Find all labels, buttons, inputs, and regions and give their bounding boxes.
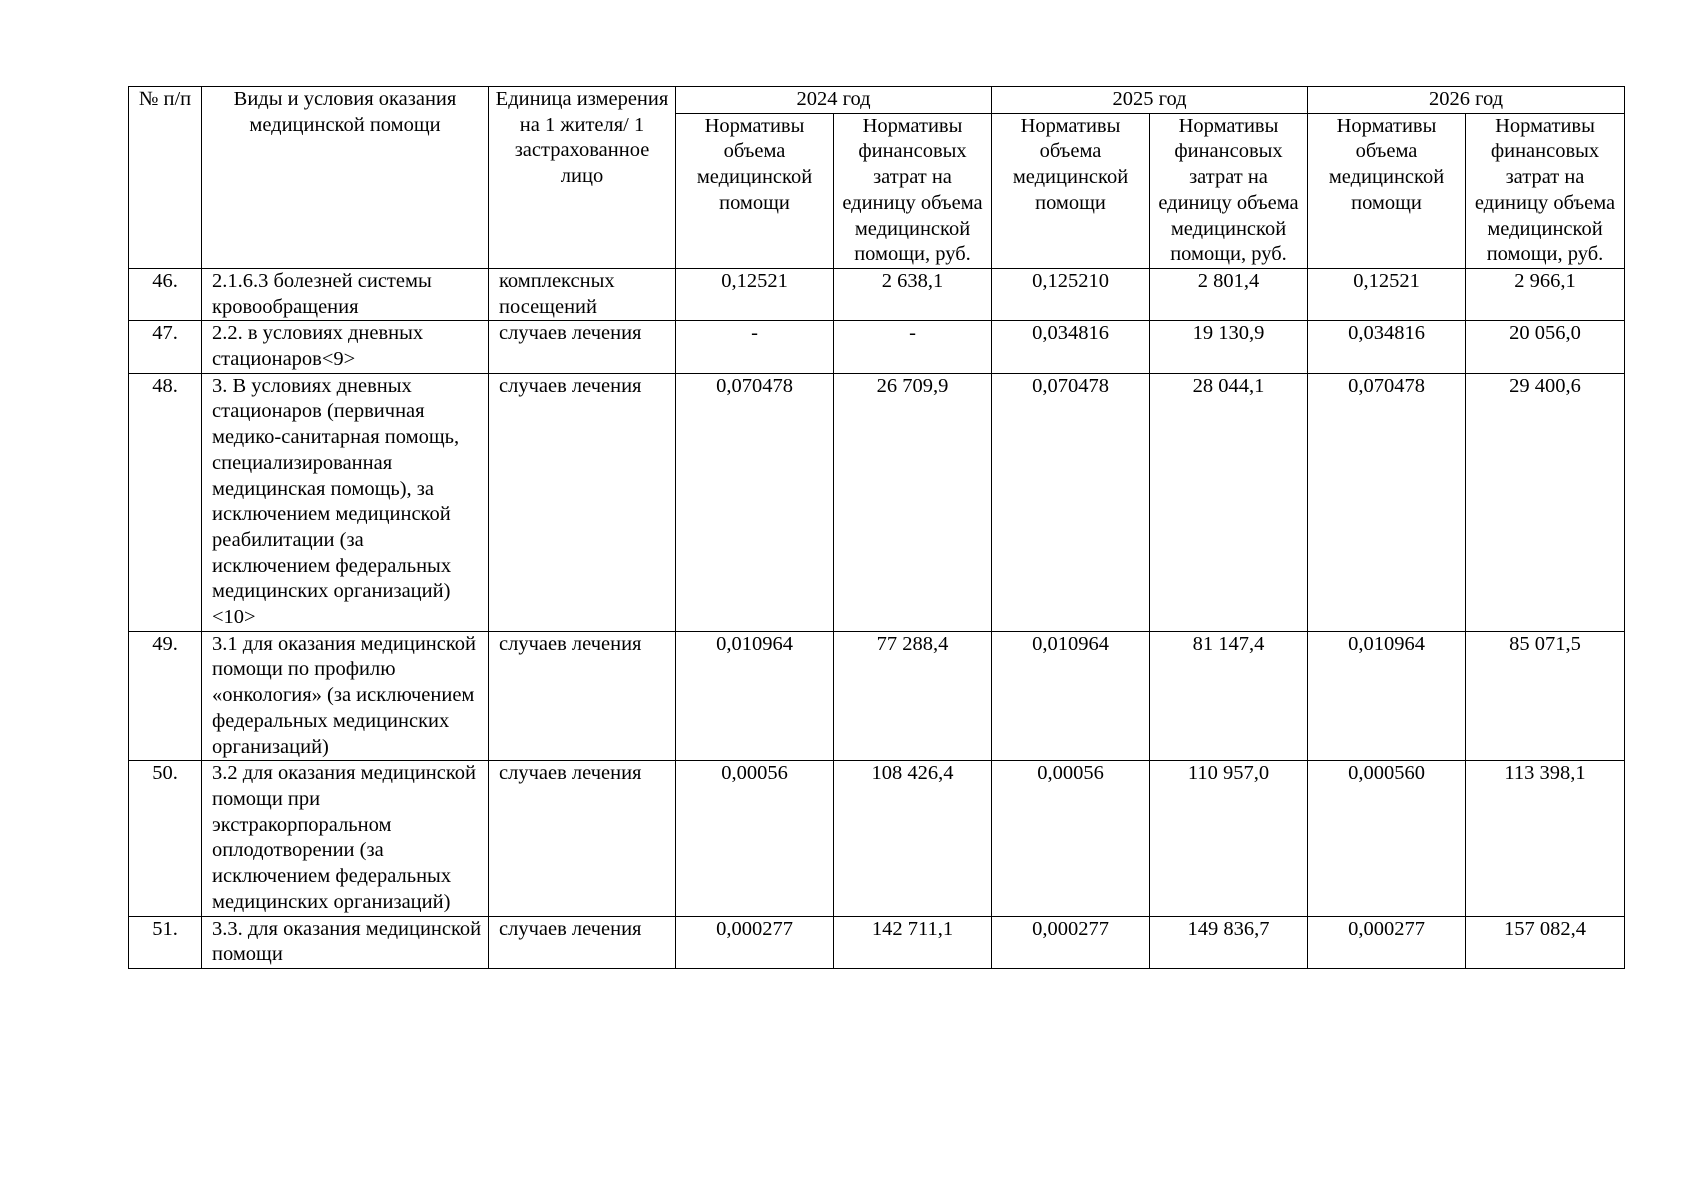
row-unit: случаев лечения <box>489 761 676 916</box>
header-num: № п/п <box>129 87 202 269</box>
row-cost-2025: 28 044,1 <box>1150 373 1308 631</box>
table-row <box>129 631 1625 761</box>
row-cost-2024: 77 288,4 <box>834 631 992 761</box>
row-volume-2025: 0,070478 <box>992 373 1150 631</box>
row-cost-2026: 113 398,1 <box>1466 761 1625 916</box>
header-cost-norm-2026: Нормативы финансовых затрат на единицу объема медицинской помощи, руб. <box>1466 113 1625 268</box>
row-kind: 3. В условиях дневных стационаров (первичная медико-санитарная помощь, специализированная медицинская помощь), за исключением медицинской реабилитации (за исключением федеральных медицинских организаций) <10> <box>202 373 489 631</box>
table-row <box>129 321 1625 373</box>
row-kind: 2.2. в условиях дневных стационаров<9> <box>202 321 489 373</box>
row-num: 48. <box>129 373 202 631</box>
row-kind: 3.2 для оказания медицинской помощи при экстракорпоральном оплодотворении (за исключением федеральных медицинских организаций) <box>202 761 489 916</box>
row-num: 47. <box>129 321 202 373</box>
norms-table <box>128 86 1625 969</box>
row-cost-2025: 81 147,4 <box>1150 631 1308 761</box>
header-cost-norm-2025: Нормативы финансовых затрат на единицу объема медицинской помощи, руб. <box>1150 113 1308 268</box>
row-volume-2026: 0,12521 <box>1308 268 1466 320</box>
row-cost-2025: 19 130,9 <box>1150 321 1308 373</box>
row-volume-2024: 0,070478 <box>676 373 834 631</box>
header-year-2026: 2026 год <box>1308 87 1625 114</box>
row-unit: случаев лечения <box>489 321 676 373</box>
header-volume-norm-2024: Нормативы объема медицинской помощи <box>676 113 834 268</box>
row-cost-2024: - <box>834 321 992 373</box>
row-volume-2026: 0,000277 <box>1308 916 1466 968</box>
row-unit: случаев лечения <box>489 631 676 761</box>
header-volume-norm-2026: Нормативы объема медицинской помощи <box>1308 113 1466 268</box>
table-row <box>129 761 1625 916</box>
row-volume-2024: 0,00056 <box>676 761 834 916</box>
row-num: 51. <box>129 916 202 968</box>
row-volume-2025: 0,000277 <box>992 916 1150 968</box>
header-cost-norm-2024: Нормативы финансовых затрат на единицу объема медицинской помощи, руб. <box>834 113 992 268</box>
row-cost-2025: 149 836,7 <box>1150 916 1308 968</box>
row-volume-2024: 0,010964 <box>676 631 834 761</box>
table-row <box>129 916 1625 968</box>
header-row-years <box>129 87 1625 114</box>
row-volume-2025: 0,010964 <box>992 631 1150 761</box>
row-volume-2024: 0,12521 <box>676 268 834 320</box>
row-volume-2024: 0,000277 <box>676 916 834 968</box>
row-unit: комплексных посещений <box>489 268 676 320</box>
row-volume-2024: - <box>676 321 834 373</box>
table-row <box>129 268 1625 320</box>
row-cost-2024: 26 709,9 <box>834 373 992 631</box>
row-cost-2025: 2 801,4 <box>1150 268 1308 320</box>
row-unit: случаев лечения <box>489 916 676 968</box>
row-cost-2024: 108 426,4 <box>834 761 992 916</box>
row-volume-2025: 0,034816 <box>992 321 1150 373</box>
header-volume-norm-2025: Нормативы объема медицинской помощи <box>992 113 1150 268</box>
row-cost-2024: 2 638,1 <box>834 268 992 320</box>
row-cost-2026: 29 400,6 <box>1466 373 1625 631</box>
row-kind: 3.3. для оказания медицинской помощи <box>202 916 489 968</box>
row-volume-2025: 0,00056 <box>992 761 1150 916</box>
row-cost-2026: 20 056,0 <box>1466 321 1625 373</box>
row-volume-2026: 0,010964 <box>1308 631 1466 761</box>
header-year-2024: 2024 год <box>676 87 992 114</box>
row-unit: случаев лечения <box>489 373 676 631</box>
row-cost-2026: 157 082,4 <box>1466 916 1625 968</box>
row-cost-2025: 110 957,0 <box>1150 761 1308 916</box>
row-volume-2026: 0,034816 <box>1308 321 1466 373</box>
header-kind: Виды и условия оказания медицинской помощи <box>202 87 489 269</box>
row-volume-2025: 0,125210 <box>992 268 1150 320</box>
header-unit: Единица измерения на 1 жителя/ 1 застрахованное лицо <box>489 87 676 269</box>
row-cost-2024: 142 711,1 <box>834 916 992 968</box>
row-kind: 3.1 для оказания медицинской помощи по профилю «онкология» (за исключением федеральных медицинских организаций) <box>202 631 489 761</box>
row-volume-2026: 0,000560 <box>1308 761 1466 916</box>
row-kind: 2.1.6.3 болезней системы кровообращения <box>202 268 489 320</box>
row-num: 46. <box>129 268 202 320</box>
row-num: 50. <box>129 761 202 916</box>
header-year-2025: 2025 год <box>992 87 1308 114</box>
row-cost-2026: 2 966,1 <box>1466 268 1625 320</box>
row-num: 49. <box>129 631 202 761</box>
row-cost-2026: 85 071,5 <box>1466 631 1625 761</box>
row-volume-2026: 0,070478 <box>1308 373 1466 631</box>
table-row <box>129 373 1625 631</box>
